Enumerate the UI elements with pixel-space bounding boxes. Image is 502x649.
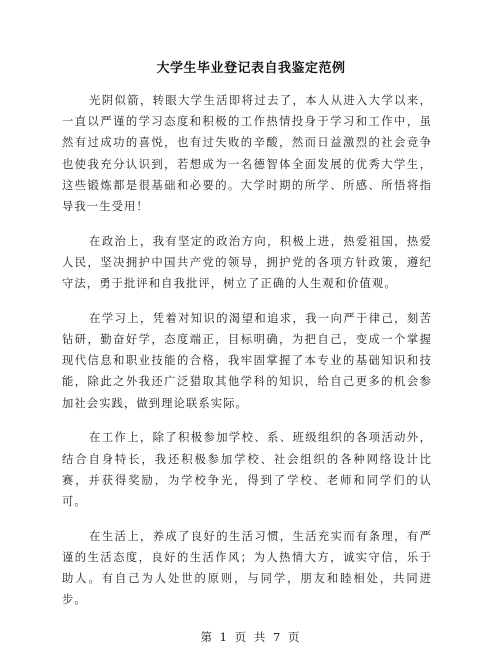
- paragraph-work: 在工作上，除了积极参加学校、系、班级组织的各项活动外，结合自身特长，我还积极参加学校、社会组织的各种网络设计比赛，并获得奖励，为学校争光，得到了学校、老师和同学们的认可。: [62, 431, 432, 508]
- page-number-footer: 第 1 页 共 7 页: [200, 630, 302, 644]
- paragraph-life: 在生活上，养成了良好的生活习惯，生活充实而有条理，有严谨的生活态度，良好的生活作风；为人热情大方，诚实守信，乐于助人。有自己为人处世的原则，与同学，朋友和睦相处，共同进步。: [62, 529, 432, 607]
- paragraph-study: 在学习上，凭着对知识的渴望和追求，我一向严于律己，刻苦钻研，勤奋好学，态度端正，目标明确，为把自己，变成一个掌握现代信息和职业技能的合格，我牢固掌握了本专业的基础知识和技能，除此之外我还广泛猎取其他学科的知识，给自己更多的机会参加社会实践，做到理论联系实际。: [62, 311, 432, 410]
- paragraph-politics: 在政治上，我有坚定的政治方向，积极上进，热爱祖国，热爱人民，坚决拥护中国共产党的领导，拥护党的各项方针政策，遵纪守法，勇于批评和自我批评，树立了正确的人生观和价值观。: [62, 234, 432, 291]
- paragraph-intro: 光阴似箭，转眼大学生活即将过去了，本人从进入大学以来，一直以严谨的学习态度和积极的工作热情投身于学习和工作中，虽然有过成功的喜悦，也有过失败的辛酸，然而日益激烈的社会竞争也使我充分认识到，若想成为一名德智体全面发展的优秀大学生，这些锻炼都是很基础和必要的。大学时期的所学、所感、所悟将指导我一生受用！: [62, 94, 432, 214]
- document-title: 大学生毕业登记表自我鉴定范例: [156, 61, 346, 76]
- document-body: [62, 90, 432, 624]
